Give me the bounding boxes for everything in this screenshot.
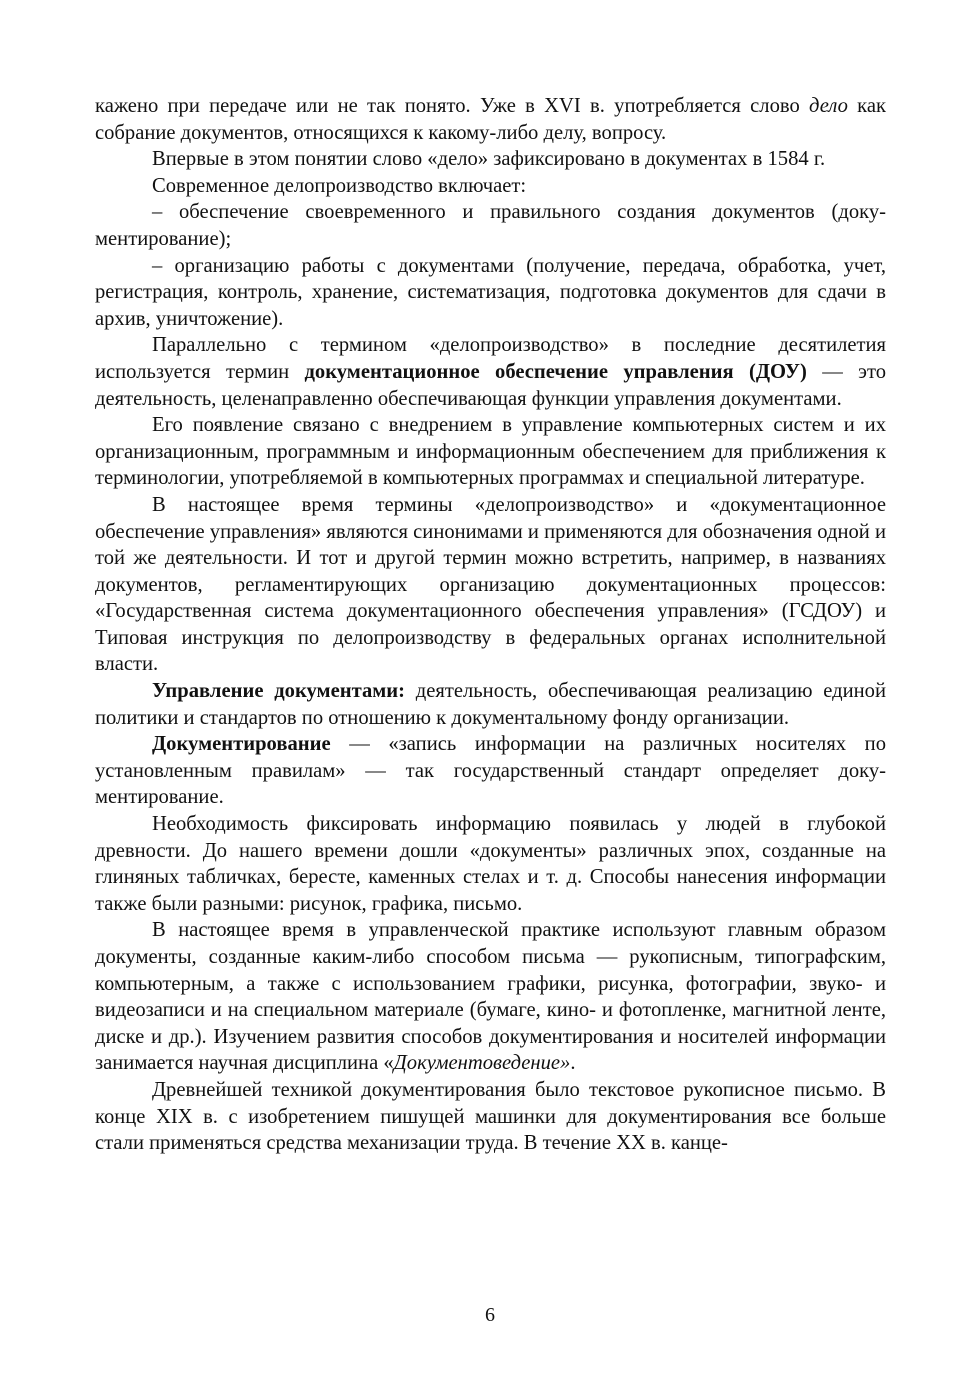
paragraph-13: Древнейшей техникой документирования было текстовое рукописное письмо. В конце XIX в. с изобретением пишущей машинки для документирования все больше стали применяться средства механизации труда. В течение XX в. канце-	[95, 1078, 886, 1155]
text-run: — это деятельность, целенаправленно обеспечивающая функции управления документами.	[95, 360, 886, 410]
text-run: — «запись информации на различных носителях по установленным правилам» — так государственный стандарт определяет документирование.	[95, 733, 886, 809]
text-run: В настоящее время в управленческой практике используют главным образом документы, созданные каким-либо способом письма — рукописным, типографским, компьютерным, а также с использованием графики, рисунка, фотографии, звуко- и видеозаписи и на специальном материале (бумаге, кино- и фотопленке, магнитной ленте, диске и др.). Изучением развития способов документирования и носителей информации занимается научная дисциплина «	[95, 919, 886, 1075]
bold-term: Управление документами:	[152, 680, 405, 703]
text-run: Параллельно с термином «делопроизводство» в последние десятилетия используется термин	[95, 334, 886, 383]
paragraph-7: Его появление связано с внедрением в управление компьютерных систем и их организационным, программным и информационным обеспечением для приближения к терминологии, употребляемой в компьютерных программах и специальной литературе.	[95, 414, 886, 490]
document-body	[95, 93, 886, 1157]
page-number: 6	[485, 1304, 495, 1326]
text-run: как собрание документов, относящихся к какому-либо делу, вопросу.	[95, 95, 886, 144]
paragraph-12	[95, 917, 886, 1077]
paragraph-10	[95, 731, 886, 811]
bold-term: документационное обеспечение управления (ДОУ)	[304, 360, 807, 383]
paragraph-11: Необходимость фиксировать информацию появилась у людей в глубокой древности. До нашего времени дошли «документы» различных эпох, созданные на глиняных табличках, бересте, каменных стелах и т. д. Способы нанесения информации также были разными: рисунок, графика, письмо.	[95, 813, 886, 915]
paragraph-3: Современное делопроизводство включает:	[152, 174, 527, 197]
list-item-1: – обеспечение своевременного и правильного создания документов (документирование);	[95, 201, 886, 250]
paragraph-8: В настоящее время термины «делопроизводство» и «документационное обеспечение управления» являются синонимами и применяются для обозначения одной и той же деятельности. И тот и другой термин можно встретить, например, в названиях документов, регламентирующих организацию документационных процессов: «Государственная система документационного обеспечения управления» (ГСДОУ) и Типовая инструкция по делопроизводству в федеральных органах исполнительной власти.	[95, 493, 886, 676]
text-run: деятельность, обеспечивающая реализацию единой политики и стандартов по отношению к документальному фонду организации.	[95, 680, 886, 729]
paragraph-1	[95, 93, 886, 146]
list-item-2: – организацию работы с документами (получение, передача, обработка, учет, регистрация, контроль, хранение, систематизация, подготовка документов для сдачи в архив, уничтожение).	[95, 254, 886, 330]
italic-term: Документоведение»	[393, 1052, 571, 1075]
text-run: кажено при передаче или не так понято. Уже в XVI в. употребляется слово	[95, 95, 810, 117]
italic-term: дело	[809, 95, 848, 117]
paragraph-9	[95, 678, 886, 731]
paragraph-2: Впервые в этом понятии слово «дело» зафиксировано в документах в 1584 г.	[152, 148, 826, 171]
paragraph-6	[95, 332, 886, 412]
text-run: .	[570, 1052, 576, 1075]
bold-term: Документирование	[152, 733, 331, 756]
